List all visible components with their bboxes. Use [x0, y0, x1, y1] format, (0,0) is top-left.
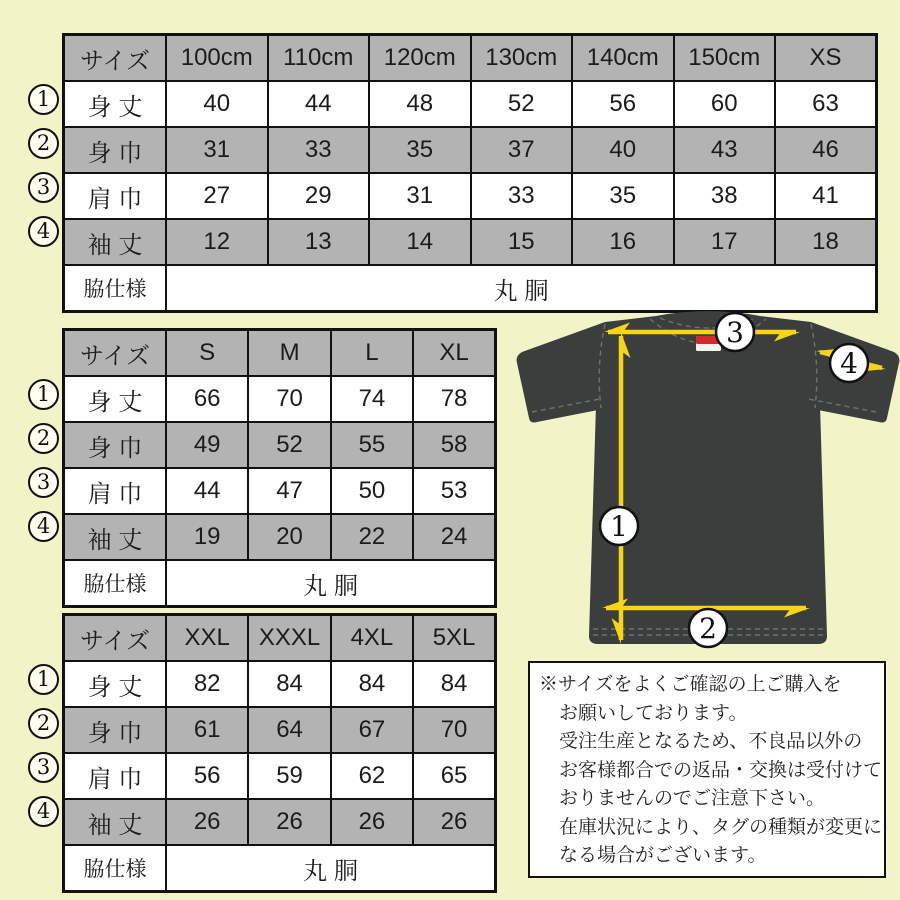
size-value-cell: 35: [369, 127, 471, 173]
measure-row: [64, 753, 496, 799]
side-spec-row: [64, 560, 496, 607]
size-header-cell: 100cm: [166, 35, 268, 82]
size-value-cell: 20: [248, 514, 330, 560]
size-value-cell: 26: [331, 799, 413, 845]
plus-size-table: [24, 613, 497, 893]
size-value-cell: 44: [268, 81, 370, 127]
size-value-cell: 26: [248, 799, 330, 845]
measure-number-badge: 1: [28, 84, 59, 115]
notice-line: ※サイズをよくご確認の上ご購入を: [539, 674, 842, 695]
size-value-cell: 74: [331, 376, 413, 422]
size-value-cell: 84: [331, 661, 413, 707]
size-value-cell: 60: [674, 81, 776, 127]
size-value-cell: 46: [775, 127, 877, 173]
size-value-cell: 31: [369, 173, 471, 219]
measure-row: [64, 376, 496, 422]
size-value-cell: 70: [248, 376, 330, 422]
notice-line: 在庫状況により、タグの種類が変更に: [559, 816, 883, 838]
size-header-cell: XS: [775, 35, 877, 82]
size-value-cell: 67: [331, 707, 413, 753]
size-value-cell: 14: [369, 219, 471, 265]
size-value-cell: 50: [331, 468, 413, 514]
size-value-cell: 66: [166, 376, 248, 422]
measure-row: [64, 81, 877, 127]
size-value-cell: 59: [248, 753, 330, 799]
side-spec-value: 丸 胴: [166, 560, 496, 607]
size-value-cell: 63: [775, 81, 877, 127]
measure-number-badge: 4: [28, 796, 59, 827]
notice-line: なる場合がございます。: [559, 845, 767, 866]
notice-line: お願いしております。: [559, 702, 748, 724]
size-value-cell: 18: [775, 219, 877, 265]
size-value-cell: 17: [674, 219, 776, 265]
size-value-cell: 22: [331, 514, 413, 560]
size-value-cell: 15: [471, 219, 573, 265]
size-header-cell: 150cm: [674, 35, 776, 82]
side-spec-value: 丸 胴: [166, 845, 496, 892]
size-value-cell: 38: [674, 173, 776, 219]
measure-row: [64, 707, 496, 753]
kids-size-grid: [62, 33, 878, 313]
size-header-cell: S: [166, 330, 248, 377]
size-value-cell: 37: [471, 127, 573, 173]
plus-size-grid: [62, 613, 497, 893]
size-header-cell: 4XL: [331, 615, 413, 662]
size-value-cell: 49: [166, 422, 248, 468]
size-value-cell: 24: [413, 514, 495, 560]
size-value-cell: 29: [268, 173, 370, 219]
side-spec-label: 脇仕様: [64, 265, 167, 312]
purchase-notice: [528, 661, 886, 878]
side-spec-label: 脇仕様: [64, 560, 167, 607]
size-header-row: [64, 330, 496, 377]
size-value-cell: 56: [572, 81, 674, 127]
size-value-cell: 70: [413, 707, 495, 753]
size-header-cell: 130cm: [471, 35, 573, 82]
size-value-cell: 52: [471, 81, 573, 127]
measure-label-cell: 身 丈: [64, 81, 167, 127]
marker-number-1: 1: [610, 510, 628, 543]
size-header-cell: サイズ: [64, 615, 167, 662]
size-value-cell: 35: [572, 173, 674, 219]
size-value-cell: 44: [166, 468, 248, 514]
size-value-cell: 52: [248, 422, 330, 468]
size-value-cell: 33: [471, 173, 573, 219]
size-header-row: [64, 615, 496, 662]
size-header-cell: XXXL: [248, 615, 330, 662]
size-value-cell: 64: [248, 707, 330, 753]
measure-number-badge: 1: [28, 379, 59, 410]
size-value-cell: 62: [331, 753, 413, 799]
size-value-cell: 61: [166, 707, 248, 753]
measure-number-badge: 3: [28, 172, 59, 203]
measure-label-cell: 袖 丈: [64, 799, 167, 845]
measure-label-cell: 肩 巾: [64, 468, 167, 514]
size-value-cell: 19: [166, 514, 248, 560]
size-value-cell: 41: [775, 173, 877, 219]
size-value-cell: 84: [413, 661, 495, 707]
measure-number-gutter: [24, 328, 62, 608]
measure-row: [64, 219, 877, 265]
size-value-cell: 40: [166, 81, 268, 127]
size-header-cell: 5XL: [413, 615, 495, 662]
measure-row: [64, 661, 496, 707]
measure-number-badge: 4: [28, 216, 59, 247]
size-header-cell: 110cm: [268, 35, 370, 82]
side-spec-row: [64, 265, 877, 312]
notice-line: おりませんのでご注意下さい。: [559, 788, 826, 809]
measure-label-cell: 身 丈: [64, 376, 167, 422]
size-header-cell: XXL: [166, 615, 248, 662]
size-header-cell: XL: [413, 330, 495, 377]
size-header-cell: L: [331, 330, 413, 377]
measure-label-cell: 袖 丈: [64, 219, 167, 265]
measure-row: [64, 514, 496, 560]
size-value-cell: 65: [413, 753, 495, 799]
side-spec-row: [64, 845, 496, 892]
size-header-row: [64, 35, 877, 82]
size-value-cell: 13: [268, 219, 370, 265]
side-spec-value: 丸 胴: [166, 265, 877, 312]
measure-number-badge: 2: [28, 708, 59, 739]
tshirt-graphic: [508, 306, 900, 660]
measure-label-cell: 身 巾: [64, 422, 167, 468]
size-header-cell: 140cm: [572, 35, 674, 82]
measure-row: [64, 127, 877, 173]
marker-number-4: 4: [840, 347, 858, 380]
size-value-cell: 55: [331, 422, 413, 468]
size-value-cell: 53: [413, 468, 495, 514]
measure-label-cell: 肩 巾: [64, 753, 167, 799]
size-value-cell: 78: [413, 376, 495, 422]
size-value-cell: 26: [166, 799, 248, 845]
size-value-cell: 27: [166, 173, 268, 219]
size-value-cell: 47: [248, 468, 330, 514]
size-value-cell: 48: [369, 81, 471, 127]
size-value-cell: 82: [166, 661, 248, 707]
measure-label-cell: 身 巾: [64, 707, 167, 753]
tshirt-left-sleeve: [517, 322, 605, 423]
size-header-cell: サイズ: [64, 35, 167, 82]
kids-size-table: [24, 33, 878, 313]
size-header-cell: 120cm: [369, 35, 471, 82]
size-value-cell: 12: [166, 219, 268, 265]
size-value-cell: 26: [413, 799, 495, 845]
size-header-cell: M: [248, 330, 330, 377]
tshirt-measurement-diagram: [508, 306, 900, 660]
notice-line: 受注生産となるため、不良品以外の: [559, 731, 863, 752]
measure-label-cell: 身 丈: [64, 661, 167, 707]
side-spec-label: 脇仕様: [64, 845, 167, 892]
measure-row: [64, 799, 496, 845]
size-value-cell: 56: [166, 753, 248, 799]
size-value-cell: 84: [248, 661, 330, 707]
marker-number-3: 3: [726, 316, 744, 349]
size-value-cell: 31: [166, 127, 268, 173]
measure-number-gutter: [24, 33, 62, 313]
measure-row: [64, 468, 496, 514]
measure-number-badge: 1: [28, 664, 59, 695]
measure-number-badge: 4: [28, 511, 59, 542]
marker-number-2: 2: [699, 612, 717, 645]
tshirt-body: [589, 311, 827, 644]
size-header-cell: サイズ: [64, 330, 167, 377]
measure-row: [64, 422, 496, 468]
measure-number-badge: 2: [28, 423, 59, 454]
measure-row: [64, 173, 877, 219]
size-value-cell: 43: [674, 127, 776, 173]
measure-number-badge: 3: [28, 467, 59, 498]
size-value-cell: 16: [572, 219, 674, 265]
size-value-cell: 58: [413, 422, 495, 468]
adult-size-table: [24, 328, 497, 608]
notice-line: お客様都合での返品・交換は受付けて: [559, 759, 883, 781]
measure-number-badge: 2: [28, 128, 59, 159]
measure-label-cell: 身 巾: [64, 127, 167, 173]
size-value-cell: 40: [572, 127, 674, 173]
size-value-cell: 33: [268, 127, 370, 173]
measure-label-cell: 袖 丈: [64, 514, 167, 560]
measure-label-cell: 肩 巾: [64, 173, 167, 219]
measure-number-badge: 3: [28, 752, 59, 783]
measure-number-gutter: [24, 613, 62, 893]
adult-size-grid: [62, 328, 497, 608]
